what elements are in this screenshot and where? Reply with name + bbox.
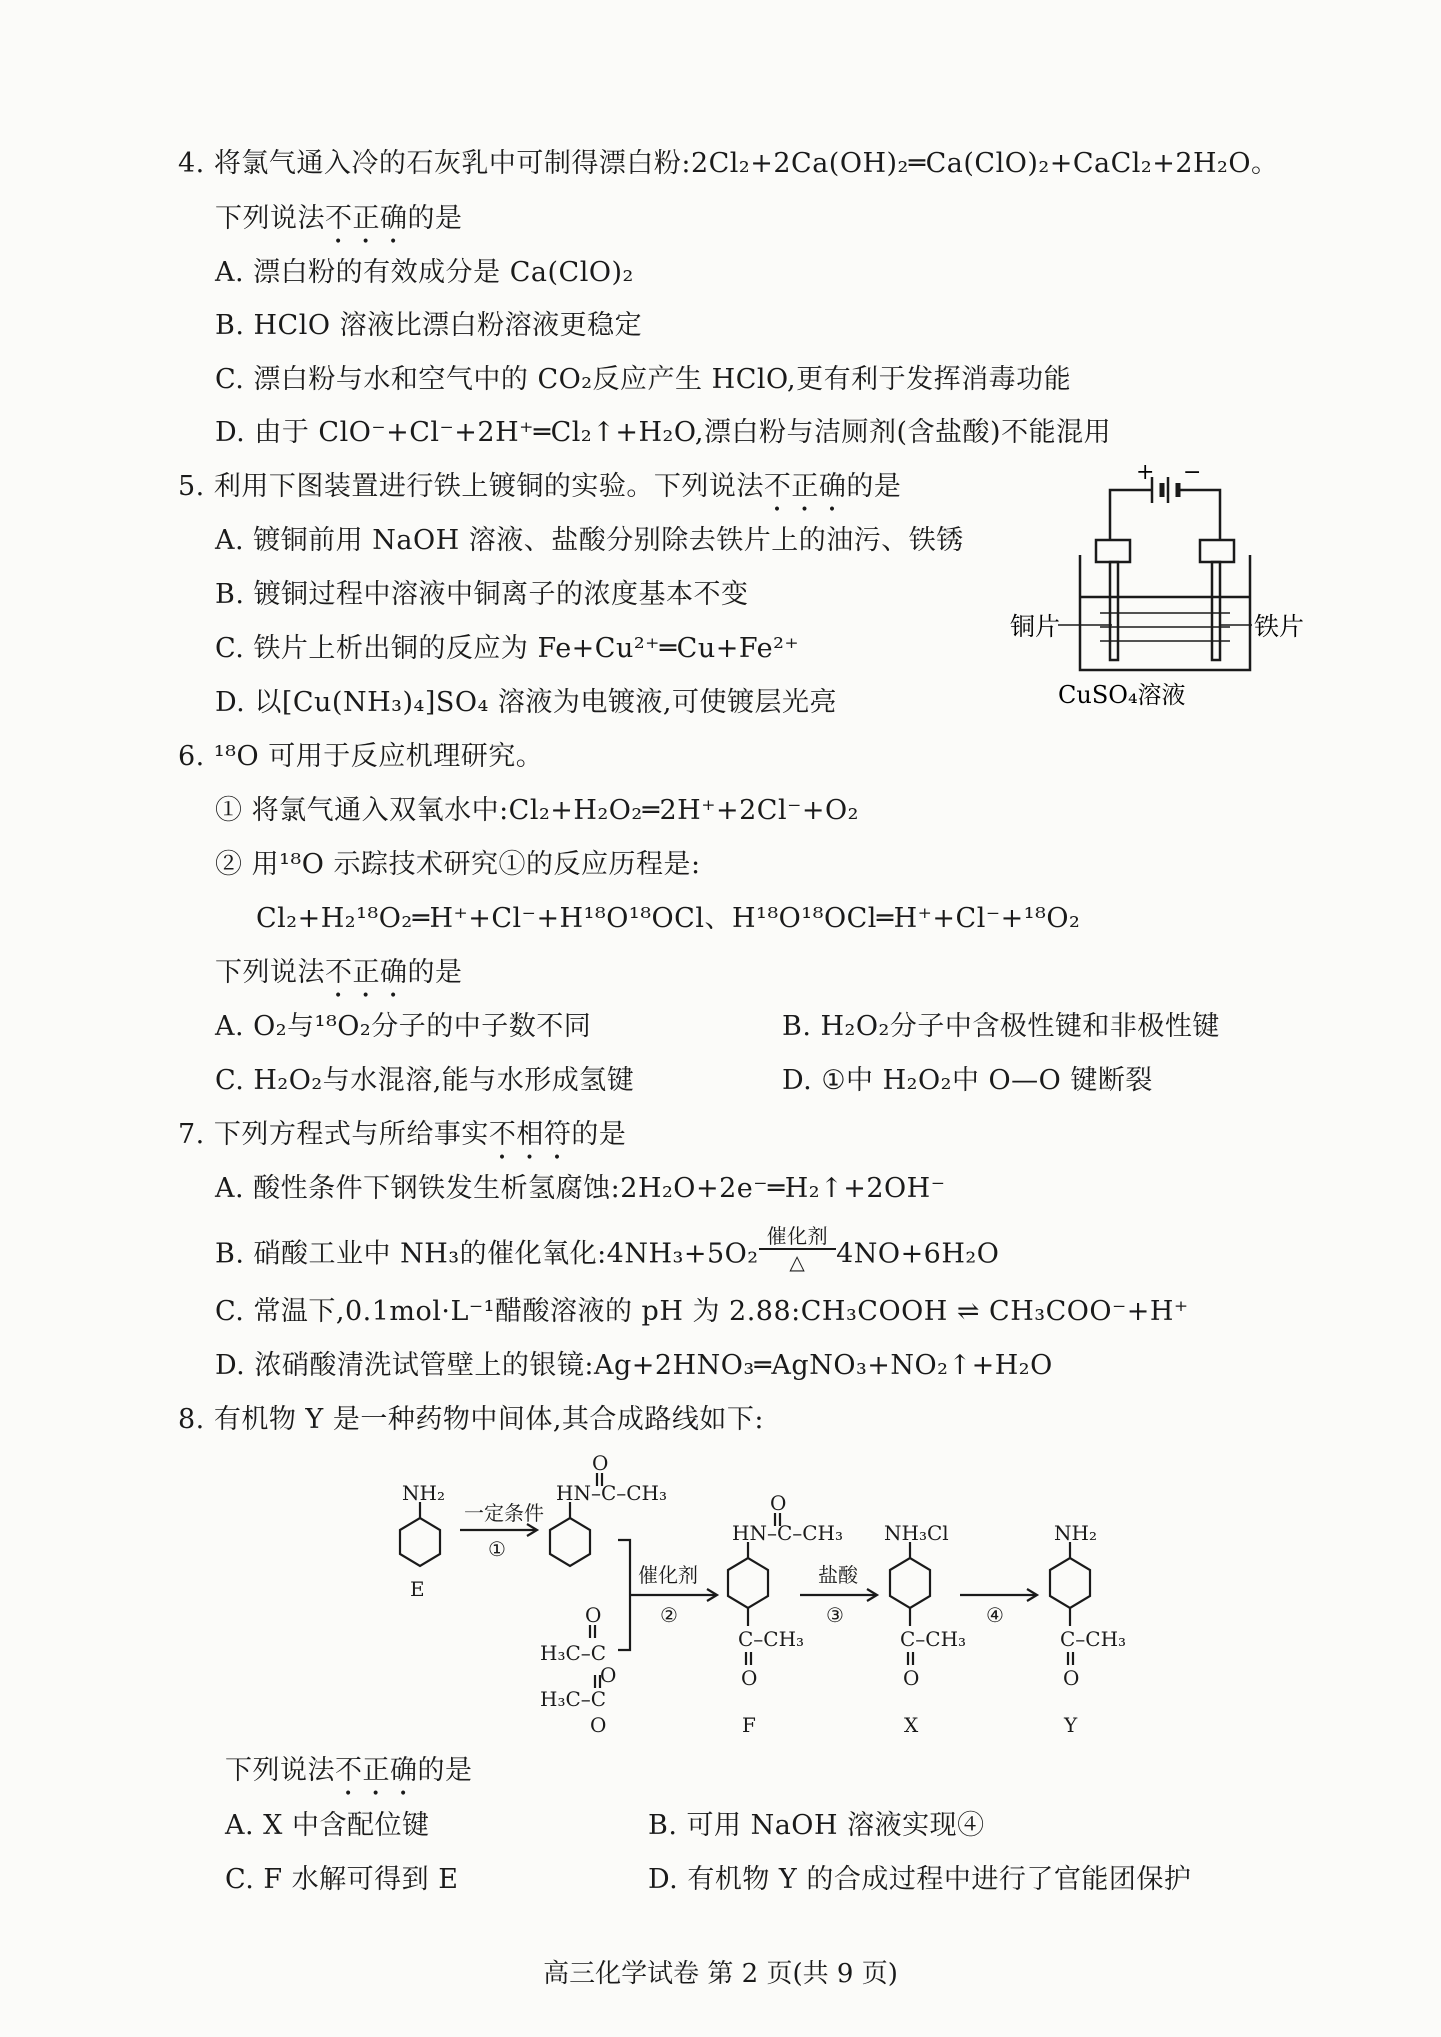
q8-option-c: C. F 水解可得到 E	[225, 1864, 459, 1895]
q8-ask	[225, 1753, 473, 1802]
q6-option-c: C. H₂O₂与水混溶,能与水形成氢键	[215, 1065, 635, 1096]
q6-statement-1: ① 将氯气通入双氧水中:Cl₂+H₂O₂═2H⁺+2Cl⁻+O₂	[215, 795, 859, 826]
q8-option-b: B. 可用 NaOH 溶液实现④	[648, 1810, 985, 1841]
q6-mechanism: Cl₂+H₂¹⁸O₂═H⁺+Cl⁻+H¹⁸O¹⁸OCl、H¹⁸O¹⁸OCl═H⁺+Cl⁻+¹⁸O₂	[256, 903, 1081, 934]
q8-ask-pre: 下列说法	[225, 1755, 335, 1786]
synthesis-route-scheme	[360, 1450, 1140, 1760]
q4-option-a: A. 漂白粉的有效成分是 Ca(ClO)₂	[215, 257, 634, 288]
solution-label: CuSO₄溶液	[1058, 681, 1186, 709]
q5-option-a: A. 镀铜前用 NaOH 溶液、盐酸分别除去铁片上的油污、铁锈	[215, 525, 964, 556]
anhydride-oxygen-top: O	[585, 1603, 602, 1627]
anhydride-bridge-oxygen: O	[600, 1663, 617, 1687]
catalyst-label: 催化剂	[759, 1226, 837, 1250]
q4-ask-emph: 不正确	[325, 203, 408, 234]
q8-ask-post: 的是	[417, 1755, 473, 1786]
q6-stem: 6. ¹⁸O 可用于反应机理研究。	[178, 741, 544, 772]
step1-number: ①	[488, 1537, 506, 1561]
q7-b-lhs: B. 硝酸工业中 NH₃的催化氧化:4NH₃+5O₂	[215, 1238, 759, 1270]
q6-ask	[215, 955, 463, 1004]
q4-option-b: B. HClO 溶液比漂白粉溶液更稳定	[215, 310, 643, 341]
q5-stem-post: 的是	[846, 471, 902, 502]
anhydride-top: H₃C–C	[540, 1641, 607, 1665]
step3-number: ③	[826, 1603, 844, 1627]
q5-stem-pre: 5. 利用下图装置进行铁上镀铜的实验。下列说法	[178, 471, 764, 502]
step2-number: ②	[660, 1603, 678, 1627]
q4-ask-pre: 下列说法	[215, 203, 325, 234]
electroplating-apparatus	[1010, 460, 1305, 710]
q5-option-c: C. 铁片上析出铜的反应为 Fe+Cu²⁺═Cu+Fe²⁺	[215, 633, 800, 664]
e-substituent: NH₂	[402, 1481, 445, 1505]
q6-option-d: D. ①中 H₂O₂中 O—O 键断裂	[782, 1065, 1153, 1096]
y-ketone-oxygen: O	[1063, 1666, 1080, 1690]
q6-statement-2: ② 用¹⁸O 示踪技术研究①的反应历程是:	[215, 849, 701, 880]
step1-condition: 一定条件	[464, 1501, 544, 1525]
q5-stem-emph: 不正确	[763, 471, 847, 502]
f-ketone-oxygen: O	[741, 1666, 758, 1690]
q7-b-rhs: 4NO+6H₂O	[836, 1238, 1000, 1270]
q6-option-b: B. H₂O₂分子中含极性键和非极性键	[782, 1011, 1220, 1042]
q5-stem	[178, 469, 901, 518]
q4-option-d: D. 由于 ClO⁻+Cl⁻+2H⁺═Cl₂↑+H₂O,漂白粉与洁厕剂(含盐酸)不能混用	[215, 417, 1112, 448]
q8-option-a: A. X 中含配位键	[225, 1810, 430, 1841]
copper-plate-label: 铜片	[1010, 612, 1061, 641]
q8-option-d: D. 有机物 Y 的合成过程中进行了官能团保护	[648, 1864, 1192, 1895]
x-label: X	[904, 1713, 919, 1737]
x-top-group: NH₃Cl	[884, 1521, 949, 1545]
q6-ask-emph: 不正确	[325, 957, 408, 988]
q7-option-d: D. 浓硝酸清洗试管壁上的银镜:Ag+2HNO₃═AgNO₃+NO₂↑+H₂O	[215, 1350, 1053, 1381]
amide-oxygen: O	[592, 1451, 609, 1475]
step3-condition: 盐酸	[818, 1563, 858, 1587]
q5-option-b: B. 镀铜过程中溶液中铜离子的浓度基本不变	[215, 579, 749, 610]
heat-symbol: △	[789, 1250, 806, 1274]
e-label: E	[410, 1577, 425, 1601]
anode-plus-sign: +	[1136, 460, 1155, 485]
anhydride-bottom: H₃C–C	[540, 1687, 607, 1711]
q8-stem: 8. 有机物 Y 是一种药物中间体,其合成路线如下:	[178, 1404, 765, 1435]
y-top-group: NH₂	[1054, 1521, 1097, 1545]
f-amide-oxygen: O	[770, 1491, 787, 1515]
q4-ask-post: 的是	[407, 203, 463, 234]
iron-plate-label: 铁片	[1254, 612, 1305, 641]
f-top-group: HN–C–CH₃	[732, 1521, 844, 1545]
f-bottom-group: C–CH₃	[738, 1627, 805, 1651]
q4-option-c: C. 漂白粉与水和空气中的 CO₂反应产生 HClO,更有利于发挥消毒功能	[215, 364, 1072, 395]
q4-stem: 4. 将氯气通入冷的石灰乳中可制得漂白粉:2Cl₂+2Ca(OH)₂═Ca(ClO)₂+CaCl₂+2H₂O。	[178, 148, 1279, 179]
x-ketone-oxygen: O	[903, 1666, 920, 1690]
step2-condition: 催化剂	[638, 1563, 698, 1587]
q6-option-a: A. O₂与¹⁸O₂分子的中子数不同	[215, 1011, 592, 1042]
q7-b-condition	[759, 1226, 837, 1272]
y-label: Y	[1064, 1713, 1078, 1737]
q7-stem-post: 的是	[571, 1119, 627, 1150]
q7-option-c: C. 常温下,0.1mol·L⁻¹醋酸溶液的 pH 为 2.88:CH₃COOH ⇌ CH₃COO⁻+H⁺	[215, 1296, 1189, 1327]
step4-number: ④	[986, 1603, 1004, 1627]
q4-ask	[215, 201, 463, 250]
q7-stem-pre: 7. 下列方程式与所给事实	[178, 1119, 489, 1150]
cathode-minus-sign: −	[1183, 460, 1202, 485]
q7-option-a: A. 酸性条件下钢铁发生析氢腐蚀:2H₂O+2e⁻═H₂↑+2OH⁻	[215, 1173, 946, 1204]
q5-option-d: D. 以[Cu(NH₃)₄]SO₄ 溶液为电镀液,可使镀层光亮	[215, 687, 837, 718]
y-bottom-group: C–CH₃	[1060, 1627, 1127, 1651]
amide-group: HN–C–CH₃	[556, 1481, 668, 1505]
anhydride-oxygen-bottom: O	[590, 1713, 607, 1737]
q7-stem-emph: 不相符	[488, 1119, 572, 1150]
f-label: F	[742, 1713, 756, 1737]
q6-ask-pre: 下列说法	[215, 957, 325, 988]
x-bottom-group: C–CH₃	[900, 1627, 967, 1651]
page-footer: 高三化学试卷 第 2 页(共 9 页)	[543, 1959, 898, 1989]
q6-ask-post: 的是	[407, 957, 463, 988]
q7-stem	[178, 1117, 626, 1166]
q7-option-b	[215, 1224, 1000, 1278]
q8-ask-emph: 不正确	[335, 1755, 418, 1786]
